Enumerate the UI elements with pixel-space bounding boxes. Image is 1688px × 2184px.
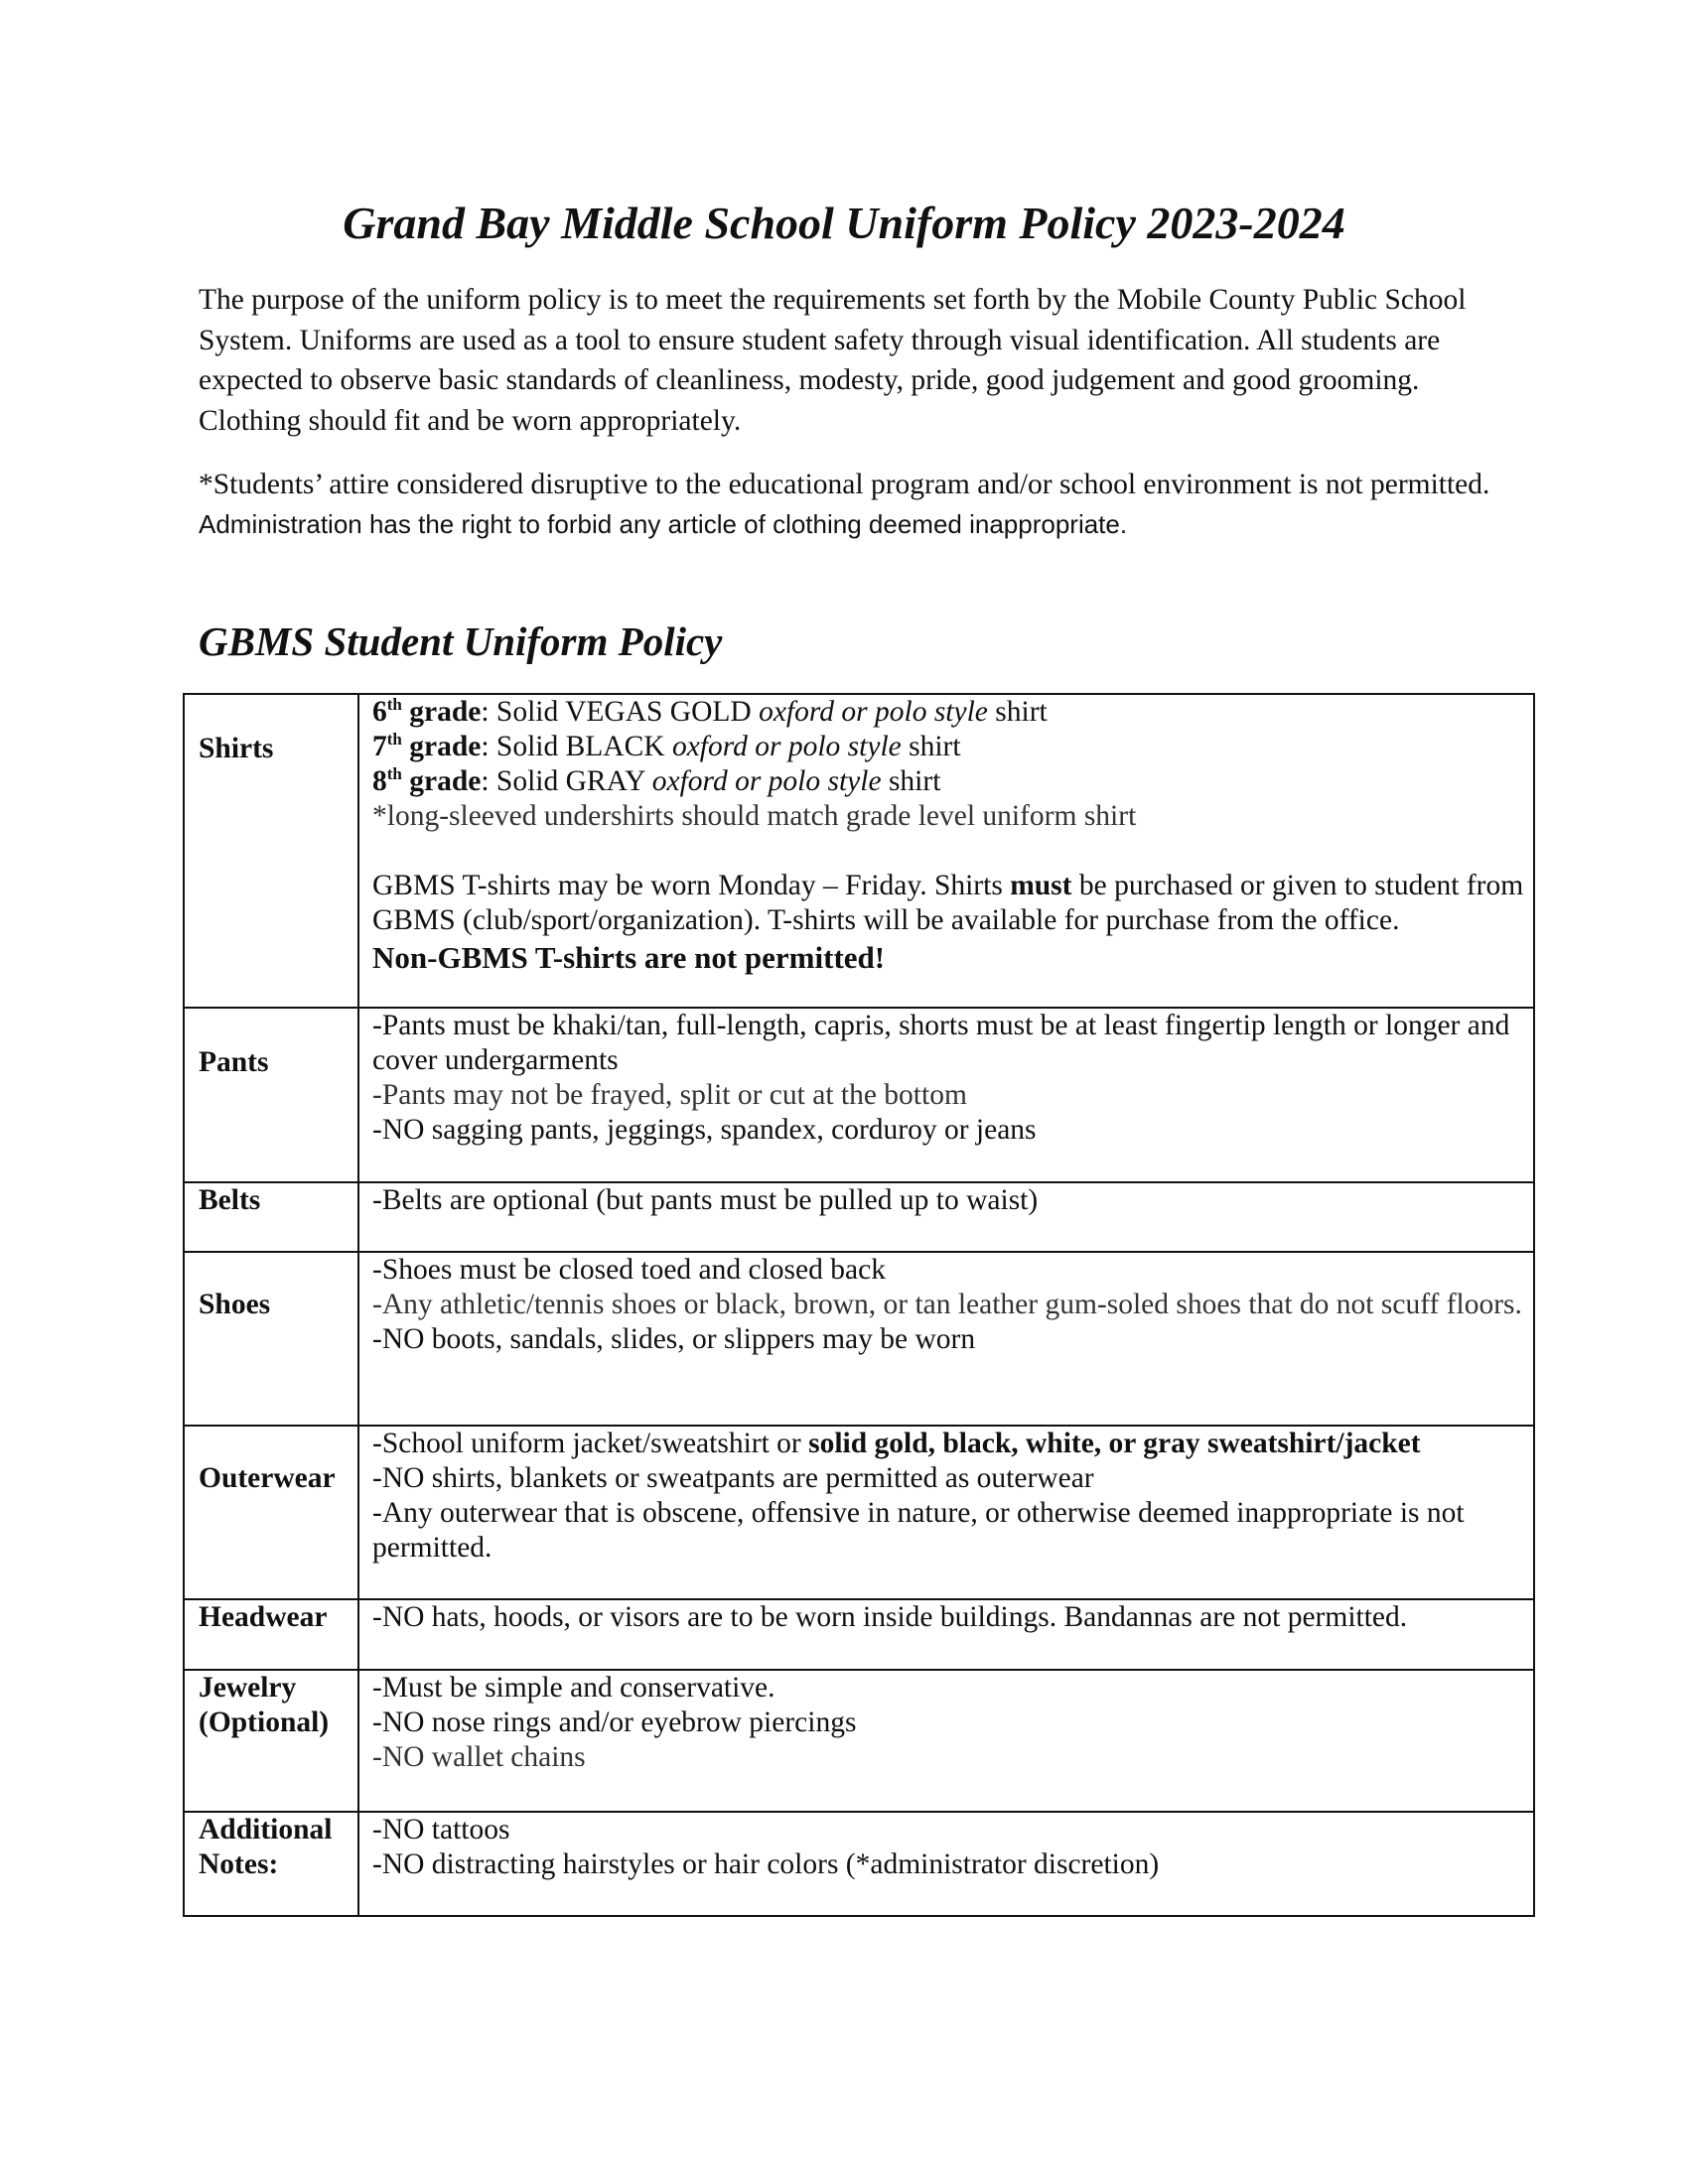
row-content-additional-notes xyxy=(358,1812,1534,1916)
pants-item-1: -Pants must be khaki/tan, full-length, capris, shorts must be at least fingertip length or longer and cover undergarments xyxy=(372,1010,1510,1076)
table-row-headwear xyxy=(184,1599,1534,1670)
grade-7-word: grade xyxy=(401,731,482,762)
pants-item-3: -NO sagging pants, jeggings, spandex, corduroy or jeans xyxy=(372,1114,1037,1146)
grade-7-style: oxford or polo style xyxy=(671,731,902,762)
grade-8-line xyxy=(372,764,1533,799)
grade-8-color: Solid GRAY xyxy=(489,765,652,797)
outerwear-label: Outerwear xyxy=(199,1462,336,1494)
grade-6-line xyxy=(372,695,1533,730)
row-content-shirts xyxy=(358,694,1534,1008)
row-label-additional-notes xyxy=(184,1812,358,1916)
row-label-outerwear xyxy=(184,1426,358,1599)
jewelry-optional-label: (Optional) xyxy=(199,1706,330,1738)
grade-7-color: Solid BLACK xyxy=(489,731,672,762)
uniform-policy-table xyxy=(183,693,1535,1917)
grade-7-colon: : xyxy=(481,731,490,762)
belts-label: Belts xyxy=(199,1184,261,1216)
disclaimer-admin-text: Administration has the right to forbid any article of clothing deemed inappropriate. xyxy=(199,509,1128,539)
row-label-jewelry xyxy=(184,1670,358,1812)
shirts-label: Shirts xyxy=(199,733,274,764)
grade-8-word: grade xyxy=(401,765,482,797)
table-row-shoes xyxy=(184,1252,1534,1426)
grade-7-sup: th xyxy=(386,730,402,750)
grade-6-color: Solid VEGAS GOLD xyxy=(489,696,760,728)
tshirt-warning: Non-GBMS T-shirts are not permitted! xyxy=(372,940,886,975)
grade-8-sup: th xyxy=(386,764,402,784)
outerwear-item-1 xyxy=(372,1427,1533,1461)
headwear-label: Headwear xyxy=(199,1601,328,1633)
outerwear-colors: solid gold, black, white, or gray sweatshirt/jacket xyxy=(808,1428,1421,1459)
row-label-shirts xyxy=(184,694,358,1008)
row-content-shoes xyxy=(358,1252,1534,1426)
outerwear-text-a: -School uniform jacket/sweatshirt or xyxy=(372,1428,809,1459)
table-row-jewelry xyxy=(184,1670,1534,1812)
table-row-outerwear xyxy=(184,1426,1534,1599)
grade-6-sup: th xyxy=(386,695,402,715)
grade-6-style: oxford or polo style xyxy=(759,696,988,728)
grade-6-ord: 6 xyxy=(372,696,387,728)
outerwear-item-2: -NO shirts, blankets or sweatpants are permitted as outerwear xyxy=(372,1462,1094,1494)
page-title: Grand Bay Middle School Uniform Policy 2023-2024 xyxy=(343,198,1345,248)
intro-paragraph: The purpose of the uniform policy is to meet the requirements set forth by the Mobile County Public School System. Uniforms are used as a tool to ensure student safety through visual identification. All students are expected to observe basic standards of cleanliness, modesty, pride, good judgement and good grooming. Clothing should fit and be worn appropriately. xyxy=(199,284,1467,437)
row-label-shoes xyxy=(184,1252,358,1426)
shoes-item-1: -Shoes must be closed toed and closed back xyxy=(372,1254,886,1286)
row-content-headwear xyxy=(358,1599,1534,1670)
headwear-item-1: -NO hats, hoods, or visors are to be worn inside buildings. Bandannas are not permitted. xyxy=(372,1601,1408,1633)
row-label-pants xyxy=(184,1008,358,1182)
grade-8-tail: shirt xyxy=(881,765,941,797)
tshirt-must: must xyxy=(1010,870,1072,901)
section-title: GBMS Student Uniform Policy xyxy=(199,618,723,664)
table-row-shirts xyxy=(184,694,1534,1008)
row-content-pants xyxy=(358,1008,1534,1182)
jewelry-label: Jewelry xyxy=(199,1672,297,1704)
shoes-item-2: -Any athletic/tennis shoes or black, brown, or tan leather gum-soled shoes that do not scuff floors. xyxy=(372,1289,1522,1320)
table-row-belts xyxy=(184,1182,1534,1252)
shoes-item-3: -NO boots, sandals, slides, or slippers may be worn xyxy=(372,1323,976,1355)
spacer xyxy=(372,834,1533,869)
notes-item-1: -NO tattoos xyxy=(372,1814,510,1845)
jewelry-item-2: -NO nose rings and/or eyebrow piercings xyxy=(372,1706,857,1738)
grade-6-tail: shirt xyxy=(987,696,1048,728)
row-content-outerwear xyxy=(358,1426,1534,1599)
outerwear-item-3: -Any outerwear that is obscene, offensive in nature, or otherwise deemed inappropriate is not permitted. xyxy=(372,1497,1465,1564)
row-label-headwear xyxy=(184,1599,358,1670)
jewelry-item-1: -Must be simple and conservative. xyxy=(372,1672,775,1704)
grade-7-ord: 7 xyxy=(372,731,387,762)
notes-label: Notes: xyxy=(199,1848,279,1880)
grade-8-ord: 8 xyxy=(372,765,387,797)
additional-label: Additional xyxy=(199,1814,333,1845)
grade-7-tail: shirt xyxy=(901,731,961,762)
disclaimer-text: *Students’ attire considered disruptive to the educational program and/or school environment is not permitted. xyxy=(199,469,1490,500)
pants-item-2: -Pants may not be frayed, split or cut at the bottom xyxy=(372,1079,967,1111)
grade-8-style: oxford or polo style xyxy=(651,765,882,797)
table-row-additional-notes xyxy=(184,1812,1534,1916)
notes-item-2: -NO distracting hairstyles or hair colors (*administrator discretion) xyxy=(372,1848,1160,1880)
grade-6-word: grade xyxy=(401,696,482,728)
grade-7-line xyxy=(372,730,1533,764)
undershirt-note: *long-sleeved undershirts should match grade level uniform shirt xyxy=(372,800,1137,832)
pants-label: Pants xyxy=(199,1046,269,1078)
row-content-jewelry xyxy=(358,1670,1534,1812)
tshirt-policy xyxy=(372,869,1533,938)
belts-item-1: -Belts are optional (but pants must be pulled up to waist) xyxy=(372,1184,1039,1216)
jewelry-item-3: -NO wallet chains xyxy=(372,1741,586,1773)
disclaimer-paragraph xyxy=(199,465,1499,544)
table-row-pants xyxy=(184,1008,1534,1182)
shoes-label: Shoes xyxy=(199,1289,271,1320)
row-label-belts xyxy=(184,1182,358,1252)
grade-6-colon: : xyxy=(481,696,490,728)
grade-8-colon: : xyxy=(481,765,490,797)
tshirt-text-a: GBMS T-shirts may be worn Monday – Friday. Shirts xyxy=(372,870,1011,901)
row-content-belts xyxy=(358,1182,1534,1252)
tshirt-text-b: be purchased or given to student from GBMS (club/sport/organization). T-shirts will be available for purchase from the office. xyxy=(372,870,1524,936)
